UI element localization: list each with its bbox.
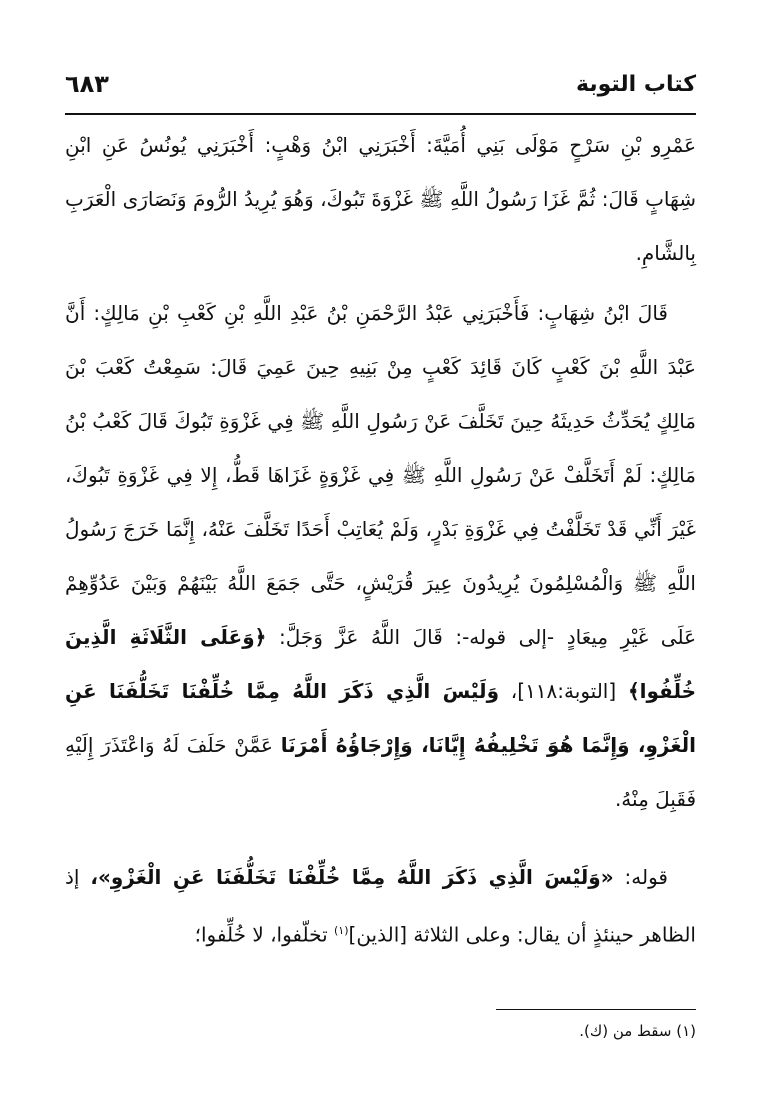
commentary-paragraph [65,850,696,962]
commentary-rest-b: تخلّفوا، لا خُلِّفوا؛ [194,922,328,947]
main-text [65,118,696,962]
hadith-paragraph-2 [65,286,696,826]
page-header [65,68,696,112]
commentary-rest-a: إذ الظاهر حينئذٍ أن يقال: وعلى الثلاثة [الذين] [65,865,696,947]
final-line: عَمَّنْ حَلَفَ لَهُ وَاعْتَذَرَ إِلَيْهِ فَقَبِلَ مِنْهُ. [65,733,696,811]
quran-verse: ﴿وَعَلَى الثَّلَاثَةِ الَّذِينَ خُلِّفُوا﴾ [65,625,697,703]
chapter-title: كتاب التوبة [576,72,696,97]
commentary-lead: قوله: [624,865,668,889]
commentary-quote: «وَلَيْسَ الَّذِي ذَكَرَ اللَّهُ مِمَّا خُلِّفْنَا تَخَلُّفَنَا عَنِ الْغَزْوِ»، [90,865,614,889]
hadith-paragraph-1: عَمْرِو بْنِ سَرْحٍ مَوْلَى بَنِي أُمَيَّةَ: أَخْبَرَنِي ابْنُ وَهْبٍ: أَخْبَرَنِي يُونُسُ عَنِ ابْنِ شِهَابٍ قَالَ: ثُمَّ غَزَا رَسُولُ اللَّهِ ﷺ غَزْوَةَ تَبُوكَ، وَهُوَ يُرِيدُ الرُّومَ وَنَصَارَى الْعَرَبِ بِالشَّامِ. [65,133,696,265]
footnote: (١) سقط من (ك). [579,1022,696,1040]
footnote-divider [496,1009,696,1010]
bold-continuation: وَلَيْسَ الَّذِي ذَكَرَ اللَّهُ مِمَّا خُلِّفْنَا تَخَلُّفَنَا عَنِ الْغَزْوِ، وَإِنَّمَا هُوَ تَخْلِيفُهُ إِيَّانَا، وَإِرْجَاؤُهُ أَمْرَنَا [65,679,697,757]
page-number: ٦٨٣ [65,70,109,98]
footnote-marker: (١) [334,924,349,937]
hadith-paragraph-2-text: قَالَ ابْنُ شِهَابٍ: فَأَخْبَرَنِي عَبْدُ الرَّحْمَنِ بْنُ عَبْدِ اللَّهِ بْنِ كَعْبِ بْنِ مَالِكٍ: أَنَّ عَبْدَ اللَّهِ بْنَ كَعْبٍ كَانَ قَائِدَ كَعْبٍ مِنْ بَنِيهِ حِينَ عَمِيَ قَالَ: سَمِعْتُ كَعْبَ بْنَ مَالِكٍ يُحَدِّثُ حَدِيثَهُ حِينَ تَخَلَّفَ عَنْ رَسُولِ اللَّهِ ﷺ فِي غَزْوَةِ تَبُوكَ قَالَ كَعْبُ بْنُ مَالِكٍ: لَمْ أَتَخَلَّفْ عَنْ رَسُولِ اللَّهِ ﷺ فِي غَزْوَةٍ غَزَاهَا قَطُّ، إِلا فِي غَزْوَةِ تَبُوكَ، غَيْرَ أَنِّي قَدْ تَخَلَّفْتُ فِي غَزْوَةِ بَدْرٍ، وَلَمْ يُعَاتِبْ أَحَدًا تَخَلَّفَ عَنْهُ، إِنَّمَا خَرَجَ رَسُولُ اللَّهِ ﷺ وَالْمُسْلِمُونَ يُرِيدُونَ عِيرَ قُرَيْشٍ، حَتَّى جَمَعَ اللَّهُ بَيْنَهُمْ وَبَيْنَ عَدُوِّهِمْ عَلَى غَيْرِ مِيعَادٍ -إلى قوله-: قَالَ اللَّهُ عَزَّ وَجَلَّ: [65,301,697,649]
header-divider [65,113,696,115]
verse-reference: [التوبة:١١٨]، [510,679,617,703]
